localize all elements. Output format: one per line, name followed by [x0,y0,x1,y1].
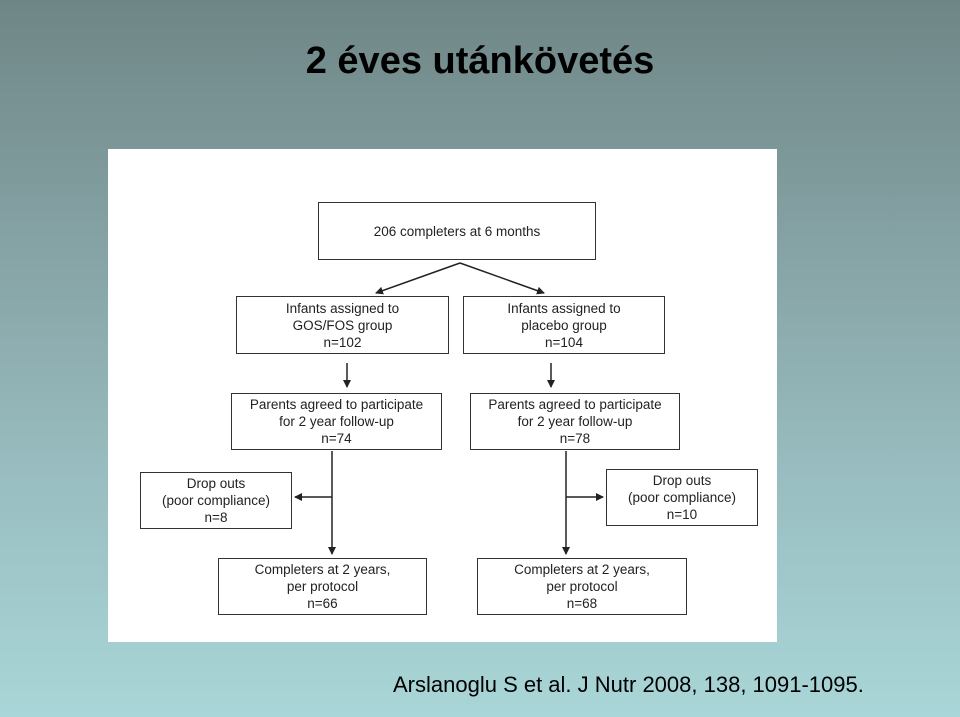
box-left-dropouts [140,472,292,529]
box-right-followup [470,393,680,450]
box-text: n=66 [307,596,338,611]
box-text: Infants assigned to [507,300,621,316]
citation: Arslanoglu S et al. J Nutr 2008, 138, 1091-1095. [393,672,864,697]
box-right-dropouts [606,469,758,526]
box-text: n=74 [321,431,352,446]
flowchart-figure [108,149,777,642]
box-text: Infants assigned to [285,300,400,316]
box-left-followup [231,393,442,450]
box-text: Completers at 2 years, [254,562,391,577]
slide-title: 2 éves utánkövetés [305,40,655,82]
box-text: n=102 [323,334,362,350]
box-text: Drop outs [652,473,712,488]
box-text: Parents agreed to participate [249,397,424,412]
box-text: (poor compliance) [627,490,737,505]
split-arrow-right [460,263,544,293]
box-text: Parents agreed to participate [488,397,662,412]
box-text: Drop outs [186,476,246,491]
box-text: n=10 [666,507,698,522]
box-text: n=78 [559,431,591,446]
box-top-completers [318,202,596,260]
box-text: placebo group [521,317,607,333]
split-arrow-left [376,263,460,293]
box-text: GOS/FOS group [292,317,393,333]
box-text: for 2 year follow-up [279,414,394,429]
box-text: for 2 year follow-up [517,414,633,429]
box-text: per protocol [286,579,359,594]
box-left-group [236,296,449,354]
box-right-group [463,296,665,354]
box-right-completers [477,558,687,615]
box-text: Completers at 2 years, [514,562,650,577]
box-text: n=68 [566,596,598,611]
box-text: n=104 [545,334,583,350]
box-text: per protocol [546,579,618,594]
box-text: n=8 [204,510,228,525]
box-text: 206 completers at 6 months [373,223,541,239]
box-left-completers [218,558,427,615]
box-text: (poor compliance) [161,493,271,508]
